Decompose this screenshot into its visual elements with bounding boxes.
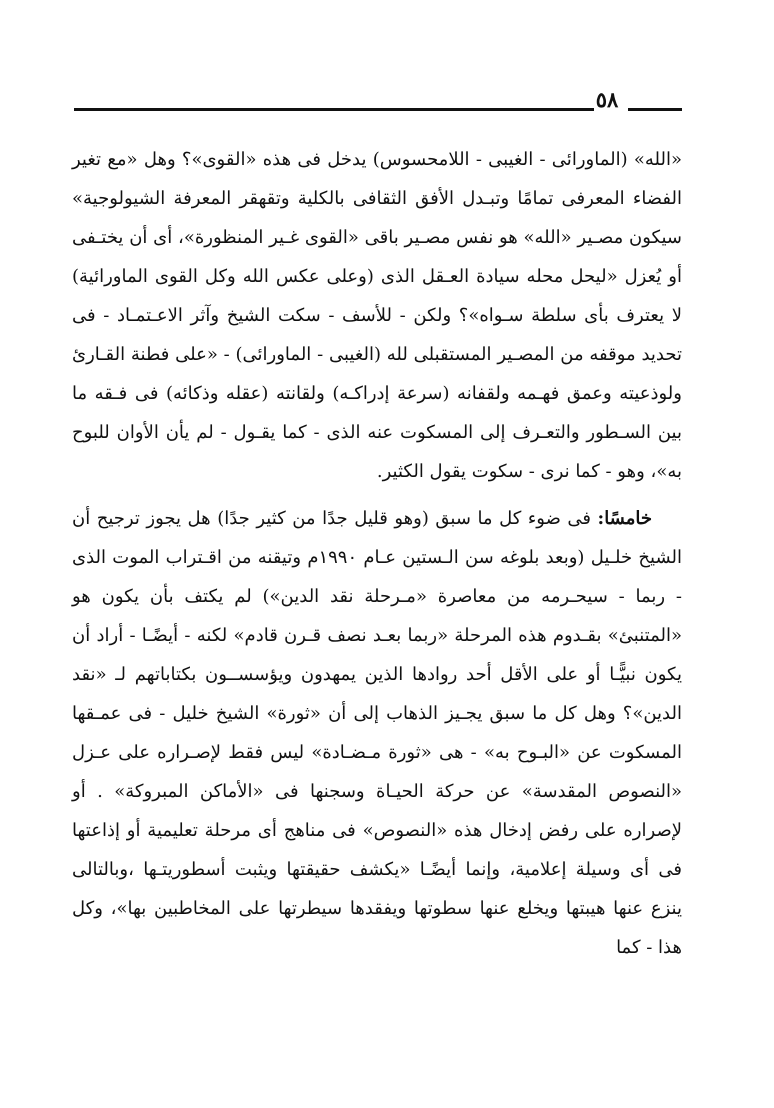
paragraph [72,499,682,967]
page-number: ٥٨ [595,87,619,112]
page-body [72,140,682,967]
paragraph-text: «الله» (الماورائى - الغيبى - اللامحسوس) يدخل فى هذه «القوى»؟ وهل «مع تغير الفضاء المعرفى تمامًا وتبـدل الأفق الثقافى بالكلية وتقهقر المعرفة الشيولوجية» سيكون مصـير «الله» هو نفس مصـير باقى «القوى غـير المنظورة»، أى أن يختـفى أو يُعزل «ليحل محله سيادة العـقل الذى (وعلى عكس الله وكل القوى الماورائية) لا يعترف بأى سلطة سـواه»؟ ولكن - للأسف - سكت الشيخ وآثر الاعـتمـاد - فى تحديد موقفه من المصـير المستقبلى لله (الغيبى - الماورائى) - «على فطنة القـارئ ولوذعيته وعمق فهـمه ولقفانه (سرعة إدراكـه) ولقانته (عقله وذكائه) فى فـقه ما بين السـطور والتعـرف إلى المسكوت عنه الذى - كما يقـول - لم يأن الأوان للبوح به»، وهو - كما نرى - سكوت يقول الكثير. [72,149,682,482]
paragraph-lead: خامسًا: [597,508,652,529]
header-rule [74,108,594,111]
paragraph [72,140,682,491]
page-header [74,88,682,120]
header-rule-short [628,108,682,111]
paragraph-text: فى ضوء كل ما سبق (وهو قليل جدًا من كثير جدًا) هل يجوز ترجيح أن الشيخ خلـيل (وبعد بلوغه سن الـستين عـام ١٩٩٠م وتيقنه من اقـتراب الموت الذى - ربما - سيحـرمه من معاصرة «مـرحلة نقد الدين») لم يكتف بأن يكون هو «المتنبئ» بقـدوم هذه المرحلة «ربما بعـد نصف قـرن قادم» لكنه - أيضًـا - أراد أن يكون نبيًّـا أو على الأقل أحد روادها الذين يمهدون ويؤسســون بكتاباتهم لـ «نقد الدين»؟ وهل كل ما سبق يجـيز الذهاب إلى أن «ثورة» الشيخ خليل - فى عمـقها المسكوت عن «البـوح به» - هى «ثورة مـضـادة» ليس فقط لإصـراره على عـزل «النصوص المقدسة» عن حركة الحيـاة وسجنها فى «الأماكن المبروكة» . أو لإصراره على رفض إدخال هذه «النصوص» فى مناهج أى مرحلة تعليمية أو إذاعتها فى أى وسيلة إعلامية، وإنما أيضًـا «يكشف حقيقتها ويثبت أسطوريتـها ،وبالتالى ينزع عنها هيبتها ويخلع عنها سطوتها ويفقدها سيطرتها على المخاطبين بها»، وكل هذا - كما [72,508,682,958]
